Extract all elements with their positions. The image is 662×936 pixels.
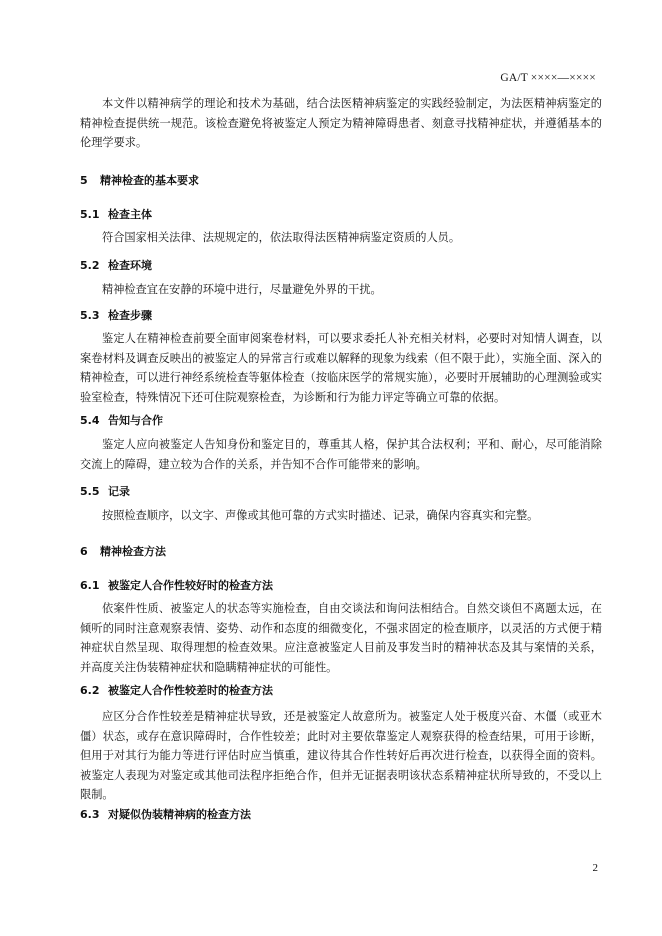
subsection-number: 6.1: [80, 579, 100, 592]
standard-code-header: GA/T ××××—××××: [500, 72, 596, 84]
subsection-5-5-heading: [80, 483, 130, 499]
subsection-number: 6.2: [80, 684, 100, 697]
section-title: 精神检查方法: [100, 545, 166, 558]
intro-paragraph: 本文件以精神病学的理论和技术为基础，结合法医精神病鉴定的实践经验制定，为法医精神病鉴定的精神检查提供统一规范。该检查避免将被鉴定人预定为精神障碍患者、刻意寻找精神症状，并遵循基本的伦理学要求。: [80, 97, 602, 150]
subsection-5-5-text: 按照检查顺序，以文字、声像或其他可靠的方式实时描述、记录，确保内容真实和完整。: [102, 509, 539, 522]
subsection-number: 6.3: [80, 808, 100, 821]
subsection-5-1-heading: [80, 206, 152, 222]
subsection-5-2-text: 精神检查宜在安静的环境中进行，尽量避免外界的干扰。: [102, 283, 382, 296]
subsection-title: 检查主体: [108, 208, 152, 221]
subsection-title: 被鉴定人合作性较好时的检查方法: [108, 579, 273, 592]
subsection-title: 被鉴定人合作性较差时的检查方法: [108, 684, 273, 697]
subsection-title: 检查环境: [108, 259, 152, 272]
section-number: 6: [80, 545, 88, 558]
subsection-5-4-text: 鉴定人应向被鉴定人告知身份和鉴定目的，尊重其人格，保护其合法权利；平和、耐心，尽可能消除交流上的障碍，建立较为合作的关系，并告知不合作可能带来的影响。: [80, 438, 602, 471]
subsection-title: 检查步骤: [108, 309, 152, 322]
section-5-heading: [80, 172, 199, 188]
subsection-6-1-heading: [80, 577, 273, 593]
section-number: 5: [80, 174, 88, 187]
subsection-6-3-heading: [80, 806, 251, 822]
subsection-title: 记录: [108, 485, 130, 498]
subsection-title: 告知与合作: [108, 414, 163, 427]
subsection-5-1-text: 符合国家相关法律、法规规定的，依法取得法医精神病鉴定资质的人员。: [102, 231, 461, 244]
subsection-5-4-heading: [80, 412, 163, 428]
subsection-6-1-text: 依案件性质、被鉴定人的状态等实施检查，自由交谈法和询问法相结合。自然交谈但不离题太远，在倾听的同时注意观察表情、姿势、动作和态度的细微变化，不强求固定的检查顺序，以灵活的方式便于精神症状自然呈现、取得理想的检查效果。应注意被鉴定人目前及事发当时的精神状态及其与案情的关系，并高度关注伪装精神症状和隐瞒精神症状的可能性。: [80, 602, 602, 674]
subsection-number: 5.5: [80, 485, 100, 498]
subsection-5-2-heading: [80, 257, 152, 273]
section-title: 精神检查的基本要求: [100, 174, 199, 187]
subsection-6-2-heading: [80, 682, 273, 698]
section-6-heading: [80, 543, 166, 559]
subsection-number: 5.4: [80, 414, 100, 427]
page-number: 2: [592, 862, 598, 874]
subsection-title: 对疑似伪装精神病的检查方法: [108, 808, 251, 821]
subsection-number: 5.2: [80, 259, 100, 272]
subsection-5-3-text: 鉴定人在精神检查前要全面审阅案卷材料，可以要求委托人补充相关材料，必要时对知情人调查，以案卷材料及调查反映出的被鉴定人的异常言行或难以解释的现象为线索（但不限于此），实施全面、深入的精神检查，可以进行神经系统检查等躯体检查（按临床医学的常规实施），必要时开展辅助的心理测验或实验室检查，特殊情况下还可住院观察检查，为诊断和行为能力评定等确立可靠的依据。: [80, 332, 602, 404]
subsection-number: 5.3: [80, 309, 100, 322]
subsection-5-3-heading: [80, 307, 152, 323]
subsection-6-2-text: 应区分合作性较差是精神症状导致，还是被鉴定人故意所为。被鉴定人处于极度兴奋、木僵（或亚木僵）状态，或存在意识障碍时，合作性较差；此时对主要依靠鉴定人观察获得的检查结果，可用于诊断，但用于对其行为能力等进行评估时应当慎重，建议待其合作性转好后再次进行检查，以获得全面的资料。被鉴定人表现为对鉴定或其他司法程序拒绝合作，但并无证据表明该状态系精神症状所导致的，不受以上限制。: [80, 710, 602, 802]
subsection-number: 5.1: [80, 208, 100, 221]
